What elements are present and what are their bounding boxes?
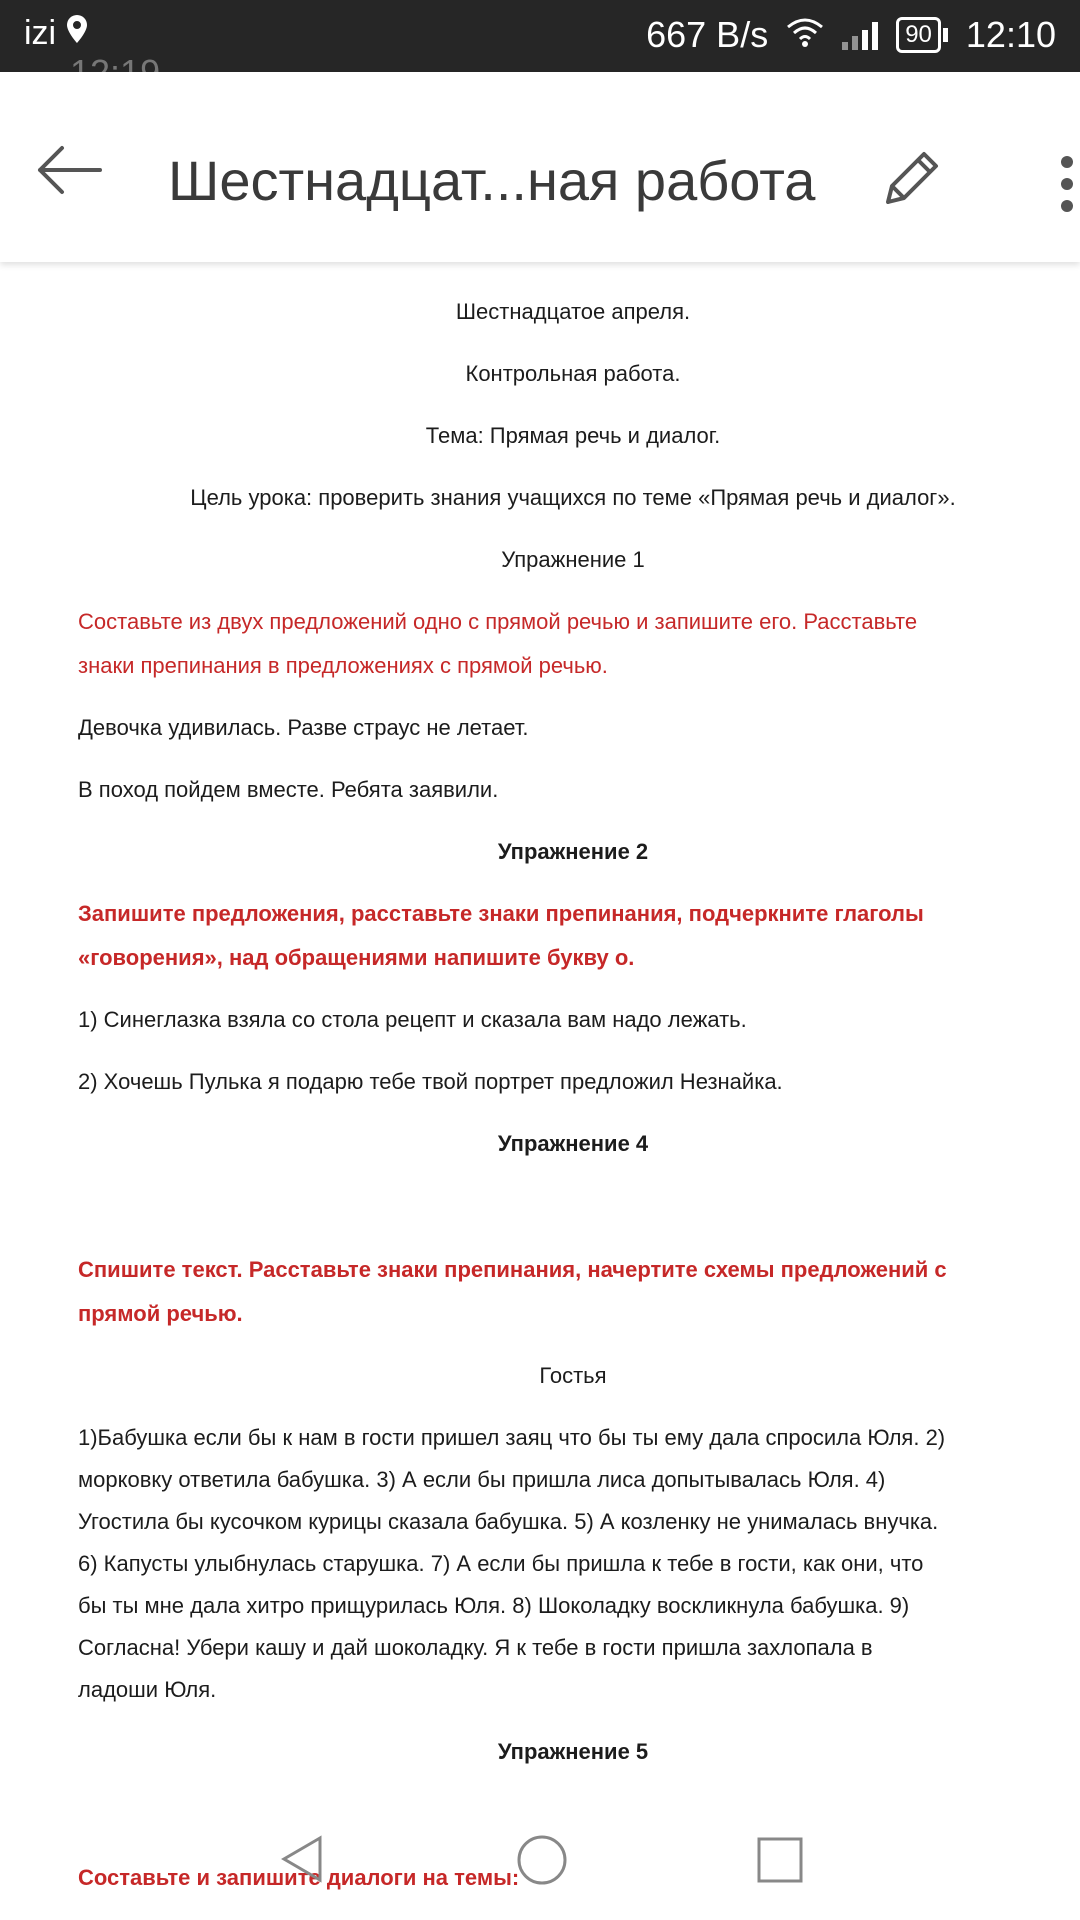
ex4-text-title: Гостья xyxy=(539,1363,607,1388)
page-title: Шестнадцат...ная работа xyxy=(168,149,816,212)
navigation-bar xyxy=(0,1834,1080,1894)
back-arrow-icon xyxy=(34,140,104,200)
clock: 12:10 xyxy=(965,14,1056,55)
ex4-text-line: морковку ответила бабушка. 3) А если бы пришла лиса допытывалась Юля. 4) xyxy=(78,1467,886,1492)
more-options-button[interactable] xyxy=(1058,154,1076,214)
doc-date: Шестнадцатое апреля. xyxy=(455,299,691,324)
pencil-icon xyxy=(876,144,946,214)
ex4-text-line: Угостила бы кусочком курицы сказала бабушка. 5) А козленку не унималась внучка. xyxy=(78,1509,939,1534)
carrier-label: izi xyxy=(24,14,57,52)
battery-level: 90 xyxy=(896,17,941,53)
ex1-task-line1: Составьте из двух предложений одно с прямой речью и запишите его. Расставьте xyxy=(78,609,918,634)
status-bar xyxy=(0,0,1080,72)
ex5-task-line1: Составьте и запишите диалоги на темы: xyxy=(78,1865,520,1890)
ex5-heading: Упражнение 5 xyxy=(497,1739,649,1764)
ex4-text-line: ладоши Юля. xyxy=(78,1677,217,1702)
back-button[interactable] xyxy=(34,140,104,200)
ex4-text-line: 1)Бабушка если бы к нам в гости пришел заяц что бы ты ему дала спросила Юля. 2) xyxy=(78,1425,946,1450)
nav-home-icon[interactable] xyxy=(516,1834,568,1886)
doc-topic: Тема: Прямая речь и диалог. xyxy=(425,423,721,448)
location-icon xyxy=(66,14,88,53)
signal-icon xyxy=(842,20,878,50)
ex2-task-line1: Запишите предложения, расставьте знаки препинания, подчеркните глаголы xyxy=(78,901,924,926)
ex4-text-line: Согласна! Убери кашу и дай шоколадку. Я к тебе в гости пришла захлопала в xyxy=(78,1635,873,1660)
ex4-heading: Упражнение 4 xyxy=(497,1131,649,1156)
battery-icon xyxy=(896,17,948,53)
ex4-task-line2: прямой речью. xyxy=(78,1301,243,1326)
ex2-task-line2: «говорения», над обращениями напишите букву о. xyxy=(78,945,635,970)
nav-back-icon[interactable] xyxy=(276,1834,326,1884)
ex1-heading: Упражнение 1 xyxy=(501,547,645,572)
ex2-item2: 2) Хочешь Пулька я подарю тебе твой портрет предложил Незнайка. xyxy=(78,1069,783,1094)
ex2-heading: Упражнение 2 xyxy=(497,839,649,864)
ex4-text-line: бы ты мне дала хитро прищурилась Юля. 8) Шоколадку воскликнула бабушка. 9) xyxy=(78,1593,910,1618)
ex4-task-line1: Спишите текст. Расставьте знаки препинания, начертите схемы предложений с xyxy=(78,1257,947,1282)
ex1-item1: Девочка удивилась. Разве страус не летает. xyxy=(78,715,529,740)
ex1-task-line2: знаки препинания в предложениях с прямой речью. xyxy=(78,653,608,678)
more-vert-icon xyxy=(1058,154,1076,214)
ex2-item1: 1) Синеглазка взяла со стола рецепт и сказала вам надо лежать. xyxy=(78,1007,747,1032)
app-bar xyxy=(0,72,1080,262)
nav-recents-icon[interactable] xyxy=(756,1836,804,1884)
edit-button[interactable] xyxy=(876,144,946,214)
ex4-text-line: 6) Капусты улыбнулась старушка. 7) А если бы пришла к тебе в гости, как они, что xyxy=(78,1551,924,1576)
ex1-item2: В поход пойдем вместе. Ребята заявили. xyxy=(78,777,499,802)
doc-work-title: Контрольная работа. xyxy=(465,361,681,386)
doc-goal: Цель урока: проверить знания учащихся по теме «Прямая речь и диалог». xyxy=(190,485,956,510)
wifi-icon xyxy=(786,14,824,56)
network-speed: 667 B/s xyxy=(646,14,769,55)
